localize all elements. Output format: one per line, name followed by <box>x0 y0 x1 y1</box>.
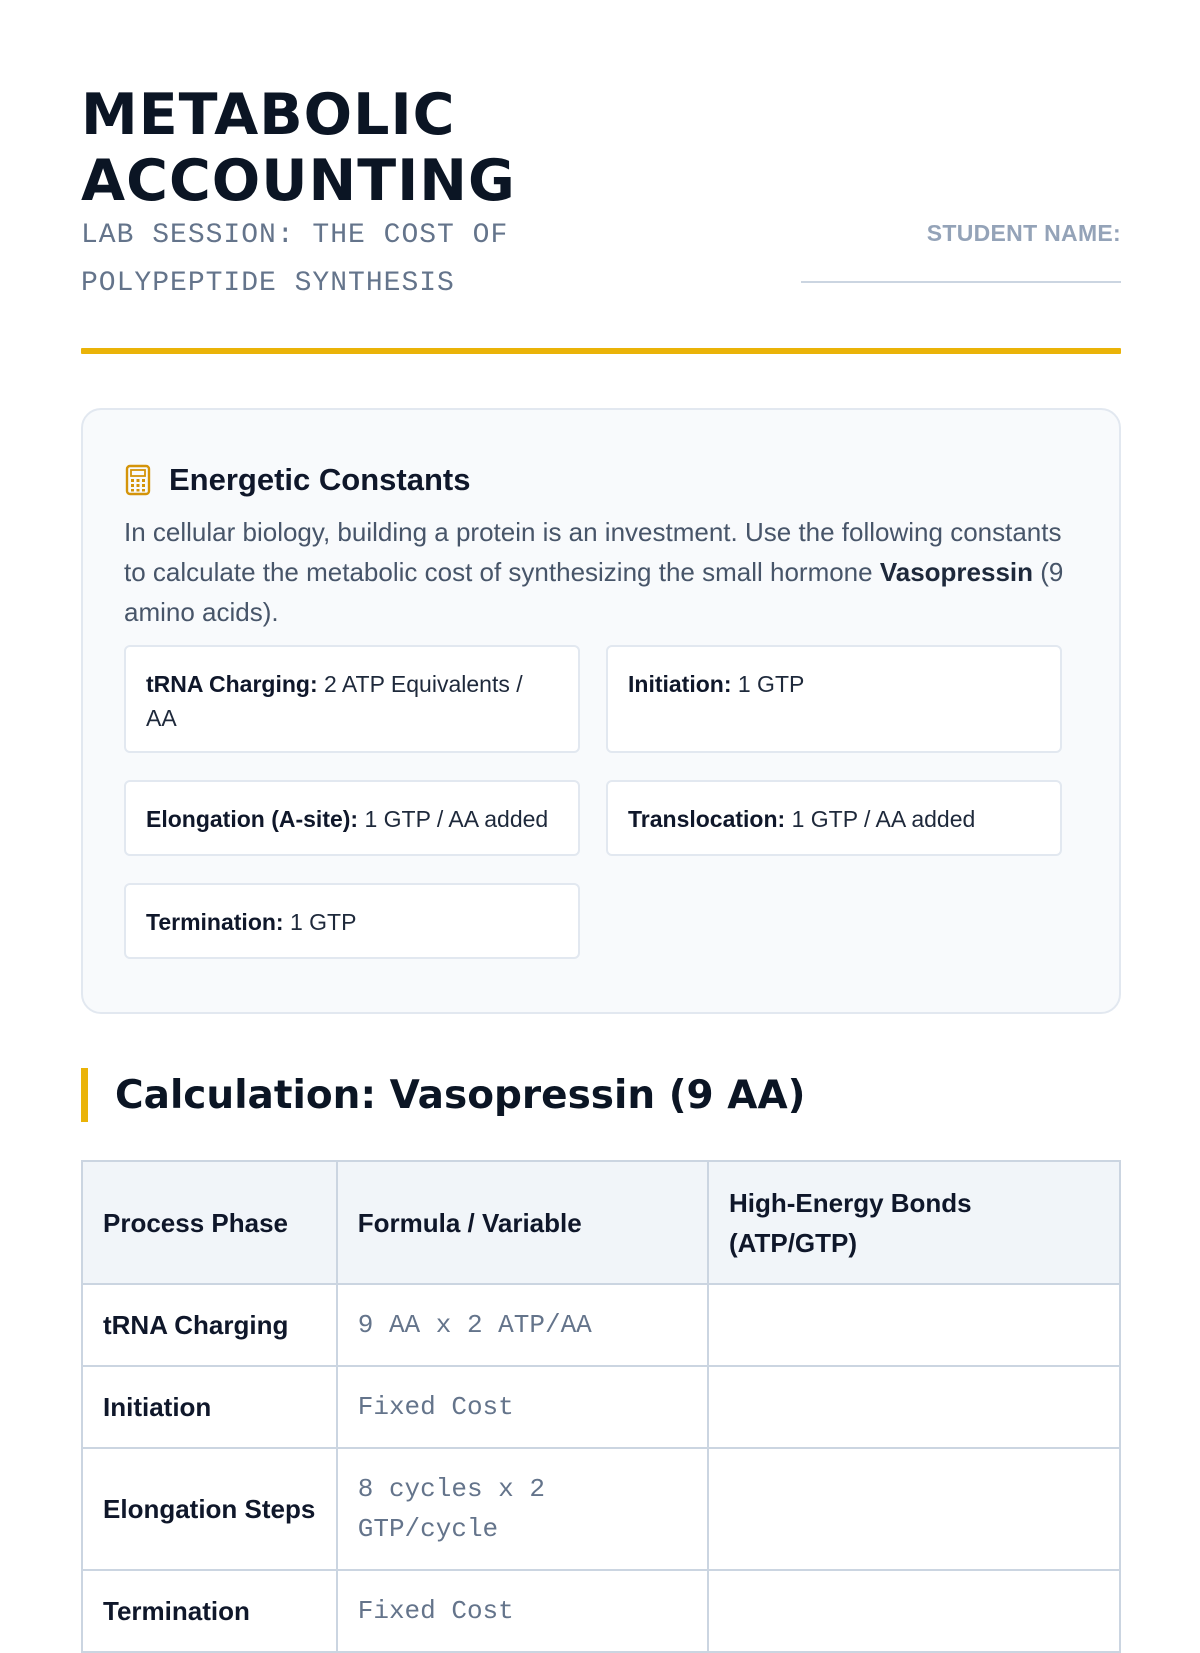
formula-cell: 9 AA x 2 ATP/AA <box>337 1284 708 1366</box>
table-row <box>82 1284 1120 1366</box>
column-header: High-Energy Bonds (ATP/GTP) <box>708 1161 1120 1284</box>
table-row <box>82 1570 1120 1652</box>
student-name-label: STUDENT NAME: <box>926 220 1121 246</box>
constant-translocation: Translocation: 1 GTP / AA added <box>606 780 1062 856</box>
table-row <box>82 1366 1120 1448</box>
formula-cell: Fixed Cost <box>337 1366 708 1448</box>
hormone-name: Vasopressin <box>879 557 1034 587</box>
card-header <box>125 462 470 498</box>
calculation-table <box>81 1160 1121 1653</box>
title-line-2: ACCOUNTING <box>81 148 516 214</box>
student-name-field[interactable] <box>801 281 1121 283</box>
card-intro: In cellular biology, building a protein is an investment. Use the following constants to calculate the metabolic cost of synthesizing the small hormone Vasopressin (9 amino acids). <box>124 517 1064 627</box>
worksheet-page <box>81 0 1121 1626</box>
page-subtitle: LAB SESSION: THE COST OF POLYPEPTIDE SYNTHESIS <box>81 220 509 299</box>
phase-cell: Elongation Steps <box>82 1448 337 1570</box>
phase-cell: Initiation <box>82 1366 337 1448</box>
column-header: Process Phase <box>82 1161 337 1284</box>
formula-cell: Fixed Cost <box>337 1570 708 1652</box>
constant-initiation: Initiation: 1 GTP <box>606 645 1062 753</box>
constant-termination: Termination: 1 GTP <box>124 883 580 959</box>
table-header-row <box>82 1161 1120 1284</box>
column-header: Formula / Variable <box>337 1161 708 1284</box>
energetic-constants-card <box>81 408 1121 1014</box>
constant-trna-charging: tRNA Charging: 2 ATP Equivalents / AA <box>124 645 580 753</box>
calculator-icon <box>125 464 151 496</box>
header-divider <box>81 348 1121 354</box>
title-line-1: METABOLIC <box>81 82 456 148</box>
bonds-answer-cell[interactable] <box>708 1366 1120 1448</box>
phase-cell: tRNA Charging <box>82 1284 337 1366</box>
worksheet-header <box>81 0 1121 356</box>
card-title: Energetic Constants <box>169 462 471 497</box>
bonds-answer-cell[interactable] <box>708 1284 1120 1366</box>
calculation-title: Calculation: Vasopressin (9 AA) <box>115 1073 806 1118</box>
formula-cell: 8 cycles x 2 GTP/cycle <box>337 1448 708 1570</box>
page-title <box>81 82 641 214</box>
constant-elongation: Elongation (A-site): 1 GTP / AA added <box>124 780 580 856</box>
section-accent-bar <box>81 1068 88 1122</box>
bonds-answer-cell[interactable] <box>708 1570 1120 1652</box>
table-row <box>82 1448 1120 1570</box>
phase-cell: Termination <box>82 1570 337 1652</box>
bonds-answer-cell[interactable] <box>708 1448 1120 1570</box>
